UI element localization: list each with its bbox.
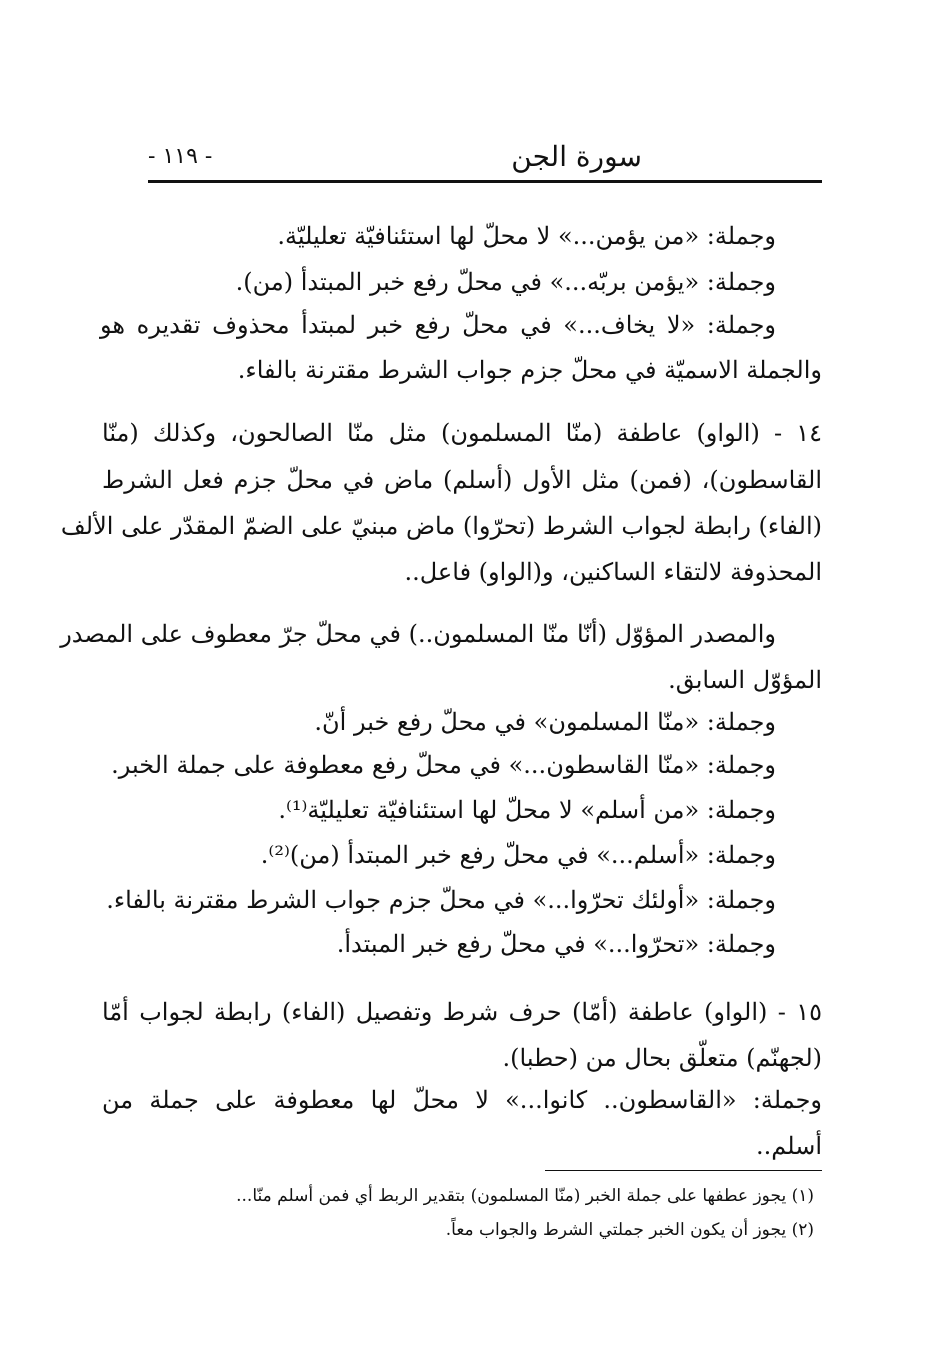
text-line-12: وجملة: «منّا القاسطون...» في محلّ رفع معطوفة على جملة الخبر. <box>111 751 776 779</box>
text-line-1: وجملة: «من يؤمن...» لا محلّ لها استئنافيّة تعليليّة. <box>277 222 776 250</box>
page-number: - ١١٩ - <box>148 144 213 169</box>
text-line-5: ١٤ - (الواو) عاطفة (منّا المسلمون) مثل منّا الصالحون، وكذلك (منّا <box>102 419 822 447</box>
footnote-divider <box>545 1170 822 1171</box>
text-line-4: والجملة الاسميّة في محلّ جزم جواب الشرط مقترنة بالفاء. <box>237 356 822 384</box>
text-line-2: وجملة: «يؤمن بربّه...» في محلّ رفع خبر المبتدأ (من). <box>235 268 776 296</box>
text-line-6: القاسطون)، (فمن) مثل الأول (أسلم) ماض في محلّ جزم فعل الشرط <box>102 466 822 494</box>
text-line-18: (لجهنّم) متعلّق بحال من (حطبا). <box>502 1044 822 1072</box>
page-header <box>148 138 822 178</box>
text-line-15: وجملة: «أولئك تحرّوا...» في محلّ جزم جواب الشرط مقترنة بالفاء. <box>106 886 776 914</box>
text-line-3: وجملة: «لا يخاف...» في محلّ رفع خبر لمبتدأ محذوف تقديره هو <box>100 311 776 339</box>
text-line-19: وجملة: «القاسطون.. كانوا...» لا محلّ لها معطوفة على جملة من <box>102 1086 822 1114</box>
text-line-16: وجملة: «تحرّوا...» في محلّ رفع خبر المبتدأ. <box>336 930 776 958</box>
text-line-8: المحذوفة لالتقاء الساكنين، و(الواو) فاعل.. <box>404 558 822 586</box>
text-line-20: أسلم.. <box>756 1132 822 1160</box>
footnote-2: (٢) يجوز أن يكون الخبر جملتي الشرط والجواب معاً. <box>445 1220 814 1240</box>
text-line-11: وجملة: «منّا المسلمون» في محلّ رفع خبر أنّ. <box>314 708 776 736</box>
text-line-17: ١٥ - (الواو) عاطفة (أمّا) حرف شرط وتفصيل (الفاء) رابطة لجواب أمّا <box>102 998 822 1026</box>
surah-title: سورة الجن <box>511 140 642 173</box>
footnote-1: (١) يجوز عطفها على جملة الخبر (منّا المسلمون) بتقدير الربط أي فمن أسلم منّا... <box>236 1186 814 1206</box>
text-line-9: والمصدر المؤوّل (أنّا منّا المسلمون..) في محلّ جرّ معطوف على المصدر <box>60 620 776 648</box>
text-line-14: وجملة: «أسلم...» في محلّ رفع خبر المبتدأ (من)⁽²⁾. <box>260 841 776 869</box>
text-line-10: المؤوّل السابق. <box>668 666 822 694</box>
text-line-7: (الفاء) رابطة لجواب الشرط (تحرّوا) ماض مبنيّ على الضمّ المقدّر على الألف <box>60 512 822 540</box>
header-divider <box>148 180 822 183</box>
text-line-13: وجملة: «من أسلم» لا محلّ لها استئنافيّة تعليليّة⁽¹⁾. <box>278 796 776 824</box>
